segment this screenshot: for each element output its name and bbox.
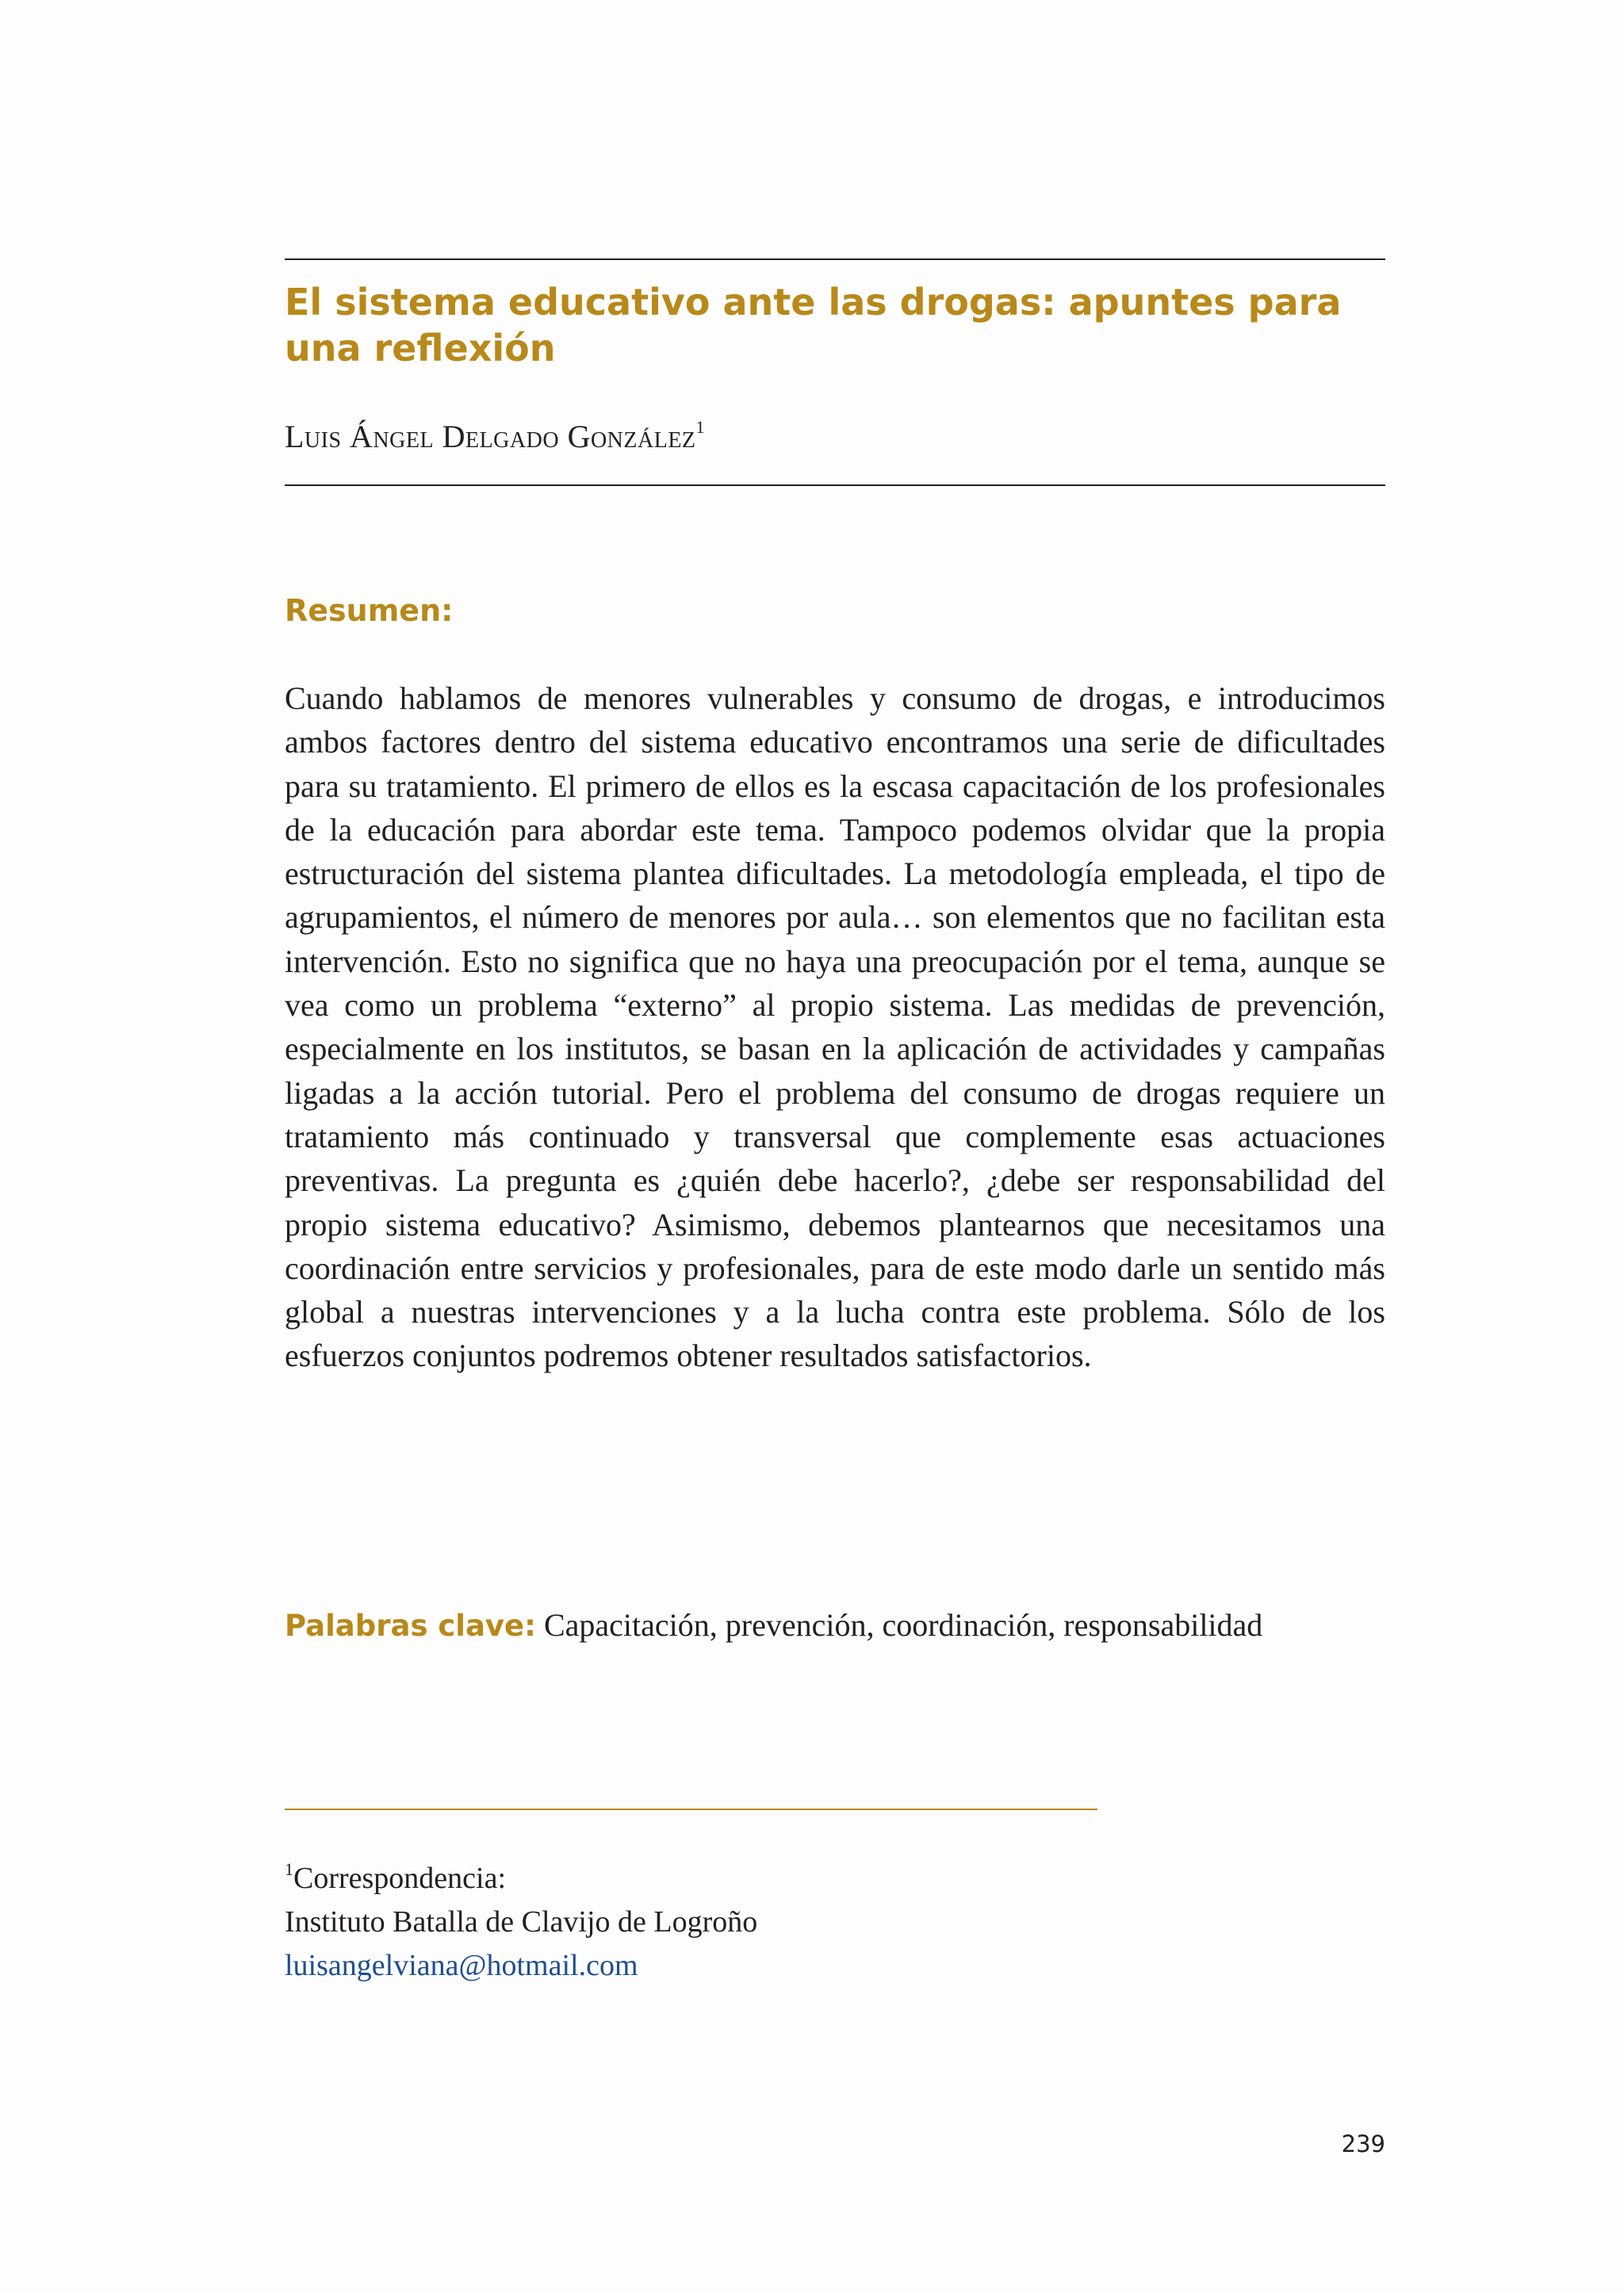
author-footnote-marker: 1: [695, 417, 706, 437]
header-bottom-rule: [285, 484, 1385, 486]
article-author: [285, 417, 705, 457]
footnote-correspondence: [285, 1857, 1236, 1901]
footnote-separator: [285, 1809, 1097, 1810]
keywords-text: Capacitación, prevención, coordinación, responsabilidad: [543, 1607, 1263, 1643]
footnote: [285, 1857, 1236, 1988]
article-title: El sistema educativo ante las drogas: apuntes para una reflexión: [285, 281, 1342, 369]
footnote-email-link[interactable]: luisangelviana@hotmail.com: [285, 1949, 638, 1982]
footnote-label: Correspondencia:: [293, 1862, 507, 1895]
abstract-text: Cuando hablamos de menores vulnerables y consumo de drogas, e introducimos ambos factores dentro del sistema educativo encontramos una serie de dificultades para su tratamiento. El primero de ellos es la escasa capacitación de los profesionales de la educación para abordar este tema. Tampoco podemos olvidar que la propia estructuración del sistema plantea dificultades. La metodología empleada, el tipo de agrupamientos, el número de menores por aula… son elementos que no facilitan esta intervención. Esto no significa que no haya una preocupación por el tema, aunque se vea como un problema “externo” al propio sistema. Las medidas de prevención, especialmente en los institutos, se basan en la aplicación de actividades y campañas ligadas a la acción tutorial. Pero el problema del consumo de drogas requiere un tratamiento más continuado y transversal que complemente esas actuaciones preventivas. La pregunta es ¿quién debe hacerlo?, ¿debe ser responsabilidad del propio sistema educativo? Asimismo, debemos plantearnos que necesitamos una coordinación entre servicios y profesionales, para de este modo darle un sentido más global a nuestras intervenciones y a la lucha contra este problema. Sólo de los esfuerzos conjuntos podremos obtener resultados satisfactorios.: [285, 680, 1385, 1374]
abstract-heading: Resumen:: [285, 593, 454, 628]
keywords-line: [285, 1606, 1395, 1646]
header-top-rule: [285, 258, 1385, 260]
footnote-institution: Instituto Batalla de Clavijo de Logroño: [285, 1905, 758, 1939]
page-number: 239: [1341, 2130, 1385, 2157]
footnote-marker: 1: [285, 1859, 293, 1879]
keywords-label: Palabras clave:: [285, 1609, 536, 1643]
author-name: Luis Ángel Delgado González: [285, 419, 696, 454]
